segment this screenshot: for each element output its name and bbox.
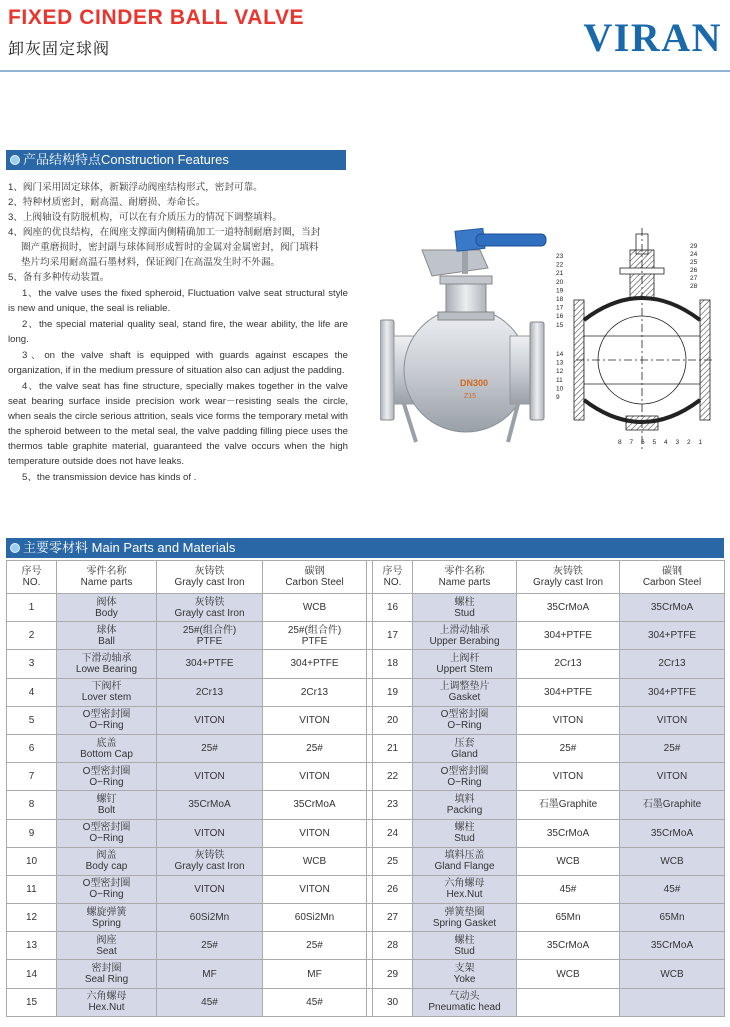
- part-no: 30: [373, 988, 413, 1016]
- part-name: 球体 Ball: [57, 622, 157, 650]
- part-name: 填料 Packing: [413, 791, 517, 819]
- feature-en-1: 1、the valve uses the fixed spheroid, Fluctuation valve seat structural style is new and unique, the seal is reliable.: [8, 288, 348, 314]
- steel-material: 35CrMoA: [263, 791, 367, 819]
- bullet-icon: [10, 543, 20, 553]
- label-bottom: 8: [618, 439, 622, 446]
- table-row: [7, 734, 725, 762]
- part-name: 支架 Yoke: [413, 960, 517, 988]
- iron-material: 石墨Graphite: [517, 791, 620, 819]
- valve-photo: [380, 228, 546, 442]
- table-row: [7, 678, 725, 706]
- feature-cn-4c: 垫片均采用耐高温石墨材料，保证阀门在高温发生时不外漏。: [21, 257, 281, 268]
- main-parts-heading: [6, 538, 724, 558]
- part-no: 9: [7, 819, 57, 847]
- steel-material: MF: [263, 960, 367, 988]
- label-left: 12: [556, 368, 564, 376]
- iron-material: 45#: [517, 875, 620, 903]
- iron-material: 65Mn: [517, 904, 620, 932]
- iron-material: MF: [157, 960, 263, 988]
- part-no: 24: [373, 819, 413, 847]
- part-no: 19: [373, 678, 413, 706]
- label-top-right: 25: [690, 259, 698, 266]
- part-no: 1: [7, 594, 57, 622]
- iron-material: 灰铸铁 Grayly cast Iron: [157, 847, 263, 875]
- label-left: 16: [556, 313, 564, 321]
- label-top-right: 24: [690, 251, 698, 258]
- part-name: 压套 Gland: [413, 734, 517, 762]
- title-english: FIXED CINDER BALL VALVE: [8, 6, 305, 29]
- part-name: 上滑动轴承 Upper Berabing: [413, 622, 517, 650]
- part-name: 六角螺母 Hex.Nut: [413, 875, 517, 903]
- part-no: 8: [7, 791, 57, 819]
- steel-material: [620, 988, 725, 1016]
- steel-material: VITON: [620, 706, 725, 734]
- part-name: 螺钉 Bolt: [57, 791, 157, 819]
- feature-en-3: 3、on the valve shaft is equipped with guards against escapes the organization, if in the medium pressure of situation also can adjust the padding.: [8, 350, 348, 376]
- part-no: 13: [7, 932, 57, 960]
- iron-material: VITON: [517, 763, 620, 791]
- steel-material: VITON: [620, 763, 725, 791]
- label-bottom: 2: [687, 439, 691, 446]
- table-row: [7, 763, 725, 791]
- label-top-right: 26: [690, 267, 698, 274]
- steel-material: 45#: [620, 875, 725, 903]
- table-row: [7, 706, 725, 734]
- part-no: 26: [373, 875, 413, 903]
- iron-material: 35CrMoA: [517, 819, 620, 847]
- iron-material: 304+PTFE: [517, 678, 620, 706]
- iron-material: 35CrMoA: [157, 791, 263, 819]
- header-divider: [0, 70, 730, 72]
- steel-material: 65Mn: [620, 904, 725, 932]
- part-name: 气动头 Pneumatic head: [413, 988, 517, 1016]
- steel-material: WCB: [263, 594, 367, 622]
- steel-material: 25#(组合件) PTFE: [263, 622, 367, 650]
- label-bottom: 1: [698, 439, 703, 446]
- feature-cn-4: 4、阀座的优良结构，在阀座支撑面内侧精确加工一道特制耐磨封圈，当封: [8, 227, 321, 238]
- part-name: O型密封圈 O−Ring: [57, 875, 157, 903]
- label-top-right: 29: [690, 243, 698, 250]
- label-left: 21: [556, 270, 564, 278]
- steel-material: 2Cr13: [620, 650, 725, 678]
- label-top-right: 27: [690, 275, 698, 282]
- part-name: 密封圈 Seal Ring: [57, 960, 157, 988]
- part-name: 六角螺母 Hex.Nut: [57, 988, 157, 1016]
- label-left: 9: [556, 394, 560, 401]
- col-no-2: 序号 NO.: [373, 561, 413, 594]
- col-name-2: 零件名称 Name parts: [413, 561, 517, 594]
- label-bottom: 3: [675, 439, 680, 446]
- feature-cn-3: 3、上阀轴设有防脱机构，可以在有介质压力的情况下调整填料。: [8, 212, 282, 223]
- label-left: 18: [556, 296, 564, 303]
- part-no: 3: [7, 650, 57, 678]
- label-left: 20: [556, 278, 564, 286]
- part-name: O型密封圈 O−Ring: [57, 706, 157, 734]
- table-row: [7, 791, 725, 819]
- feature-en-4: 4、the valve seat has fine structure, specially makes together in the valve seat bearing surface inside precision work wear－resisting seals the circle, when seals the circle serious attrition, seals vice forms the temporary metal with the spheroid between to the metal seal, the valve padding filling piece uses the thermos table graphite material, guaranteed the valve occurs when the high temperature outside does not have leaks.: [8, 381, 348, 467]
- part-name: 弹簧垫圈 Spring Gasket: [413, 904, 517, 932]
- part-name: 下阀杆 Lover stem: [57, 678, 157, 706]
- table-row: [7, 847, 725, 875]
- part-no: 14: [7, 960, 57, 988]
- table-row: [7, 904, 725, 932]
- steel-material: WCB: [263, 847, 367, 875]
- steel-material: 25#: [263, 734, 367, 762]
- feature-en-5: 5、the transmission device has kinds of .: [22, 472, 197, 483]
- col-iron-2: 灰铸铁 Grayly cast Iron: [517, 561, 620, 594]
- section-title: 产品结构特点Construction Features: [23, 152, 229, 167]
- construction-features-text: [8, 180, 348, 485]
- part-name: 阀座 Seat: [57, 932, 157, 960]
- part-no: 25: [373, 847, 413, 875]
- col-name: 零件名称 Name parts: [57, 561, 157, 594]
- part-no: 16: [373, 594, 413, 622]
- steel-material: VITON: [263, 875, 367, 903]
- steel-material: 25#: [263, 932, 367, 960]
- steel-material: 35CrMoA: [620, 819, 725, 847]
- label-bottom: 7: [629, 439, 634, 446]
- part-name: 填料压盖 Gland Flange: [413, 847, 517, 875]
- table-row: [7, 988, 725, 1016]
- feature-cn-1: 1、阀门采用固定球体，新颖浮动阀座结构形式，密封可靠。: [8, 182, 263, 193]
- table-row: [7, 875, 725, 903]
- part-no: 21: [373, 734, 413, 762]
- part-no: 20: [373, 706, 413, 734]
- part-name: 螺旋弹簧 Spring: [57, 904, 157, 932]
- table-row: [7, 622, 725, 650]
- steel-material: WCB: [620, 960, 725, 988]
- iron-material: 35CrMoA: [517, 932, 620, 960]
- steel-material: WCB: [620, 847, 725, 875]
- label-left: 19: [556, 287, 564, 295]
- col-steel-2: 碳钢 Carbon Steel: [620, 561, 725, 594]
- part-no: 12: [7, 904, 57, 932]
- iron-material: 45#: [157, 988, 263, 1016]
- parts-table: [6, 560, 725, 1017]
- part-name: 阀体 Body: [57, 594, 157, 622]
- iron-material: VITON: [157, 763, 263, 791]
- bullet-icon: [10, 155, 20, 165]
- label-left: 11: [556, 376, 563, 384]
- steel-material: 304+PTFE: [620, 622, 725, 650]
- steel-material: VITON: [263, 763, 367, 791]
- table-row: [7, 819, 725, 847]
- part-name: O型密封圈 O−Ring: [57, 819, 157, 847]
- part-no: 6: [7, 734, 57, 762]
- part-name: 上阀杆 Uppert Stem: [413, 650, 517, 678]
- table-header-row: [7, 561, 725, 594]
- label-left: 10: [556, 385, 564, 393]
- col-steel: 碳钢 Carbon Steel: [263, 561, 367, 594]
- label-left: 14: [556, 351, 564, 358]
- iron-material: WCB: [517, 960, 620, 988]
- steel-material: 35CrMoA: [620, 594, 725, 622]
- iron-material: 25#(组合件) PTFE: [157, 622, 263, 650]
- part-no: 11: [7, 875, 57, 903]
- valve-size-marking: DN300: [460, 378, 489, 388]
- iron-material: [517, 988, 620, 1016]
- col-no: 序号 NO.: [7, 561, 57, 594]
- steel-material: 2Cr13: [263, 678, 367, 706]
- iron-material: WCB: [517, 847, 620, 875]
- label-top-right: 28: [690, 283, 698, 290]
- feature-cn-5: 5、备有多种传动装置。: [8, 272, 110, 283]
- part-name: 下滑动轴承 Lowe Bearing: [57, 650, 157, 678]
- part-no: 27: [373, 904, 413, 932]
- part-no: 7: [7, 763, 57, 791]
- steel-material: 304+PTFE: [263, 650, 367, 678]
- construction-features-heading: [6, 150, 346, 170]
- part-no: 18: [373, 650, 413, 678]
- table-row: [7, 932, 725, 960]
- iron-material: 25#: [157, 932, 263, 960]
- part-name: 阀盖 Body cap: [57, 847, 157, 875]
- iron-material: 25#: [517, 734, 620, 762]
- table-row: [7, 650, 725, 678]
- valve-illustration: [380, 228, 725, 450]
- part-no: 29: [373, 960, 413, 988]
- label-left: 15: [556, 321, 564, 329]
- steel-material: 25#: [620, 734, 725, 762]
- part-no: 28: [373, 932, 413, 960]
- feature-cn-2: 2、特种材质密封，耐高温、耐磨损、寿命长。: [8, 197, 206, 208]
- part-name: O型密封圈 O−Ring: [57, 763, 157, 791]
- label-left: 17: [556, 304, 564, 312]
- label-left: 23: [556, 253, 564, 260]
- label-left: 13: [556, 359, 564, 367]
- part-name: 螺柱 Stud: [413, 932, 517, 960]
- label-bottom: 5: [652, 439, 657, 446]
- part-no: 4: [7, 678, 57, 706]
- iron-material: VITON: [157, 706, 263, 734]
- part-no: 2: [7, 622, 57, 650]
- iron-material: VITON: [157, 875, 263, 903]
- col-iron: 灰铸铁 Grayly cast Iron: [157, 561, 263, 594]
- part-name: 上调整垫片 Gasket: [413, 678, 517, 706]
- part-no: 10: [7, 847, 57, 875]
- part-name: 底盖 Bottom Cap: [57, 734, 157, 762]
- steel-material: 石墨Graphite: [620, 791, 725, 819]
- label-left: 22: [556, 261, 564, 269]
- iron-material: 304+PTFE: [517, 622, 620, 650]
- part-name: 螺柱 Stud: [413, 594, 517, 622]
- iron-material: 304+PTFE: [157, 650, 263, 678]
- table-row: [7, 960, 725, 988]
- iron-material: 灰铸铁 Grayly cast Iron: [157, 594, 263, 622]
- part-name: 螺柱 Stud: [413, 819, 517, 847]
- title-chinese: 卸灰固定球阀: [8, 41, 111, 58]
- section-title: 主要零材料 Main Parts and Materials: [23, 540, 236, 555]
- viran-logo: VIRAN: [583, 15, 722, 60]
- label-bottom: 6: [641, 439, 645, 446]
- feature-cn-4b: 圈产重磨损时，密封副与球体间形成暂时的金属对金属密封，阀门填料: [21, 242, 319, 253]
- iron-material: 35CrMoA: [517, 594, 620, 622]
- valve-code-marking: Z15: [464, 393, 477, 400]
- steel-material: 60Si2Mn: [263, 904, 367, 932]
- iron-material: 2Cr13: [517, 650, 620, 678]
- part-name: O型密封圈 O−Ring: [413, 763, 517, 791]
- part-no: 15: [7, 988, 57, 1016]
- part-no: 23: [373, 791, 413, 819]
- part-no: 5: [7, 706, 57, 734]
- iron-material: VITON: [157, 819, 263, 847]
- steel-material: 304+PTFE: [620, 678, 725, 706]
- steel-material: VITON: [263, 706, 367, 734]
- part-no: 22: [373, 763, 413, 791]
- steel-material: 45#: [263, 988, 367, 1016]
- iron-material: VITON: [517, 706, 620, 734]
- part-name: O型密封圈 O−Ring: [413, 706, 517, 734]
- label-bottom: 4: [664, 439, 668, 446]
- iron-material: 2Cr13: [157, 678, 263, 706]
- part-no: 17: [373, 622, 413, 650]
- feature-en-2: 2、the special material quality seal, stand fire, the wear ability, the life are long.: [8, 319, 348, 345]
- table-row: [7, 594, 725, 622]
- steel-material: 35CrMoA: [620, 932, 725, 960]
- steel-material: VITON: [263, 819, 367, 847]
- iron-material: 60Si2Mn: [157, 904, 263, 932]
- iron-material: 25#: [157, 734, 263, 762]
